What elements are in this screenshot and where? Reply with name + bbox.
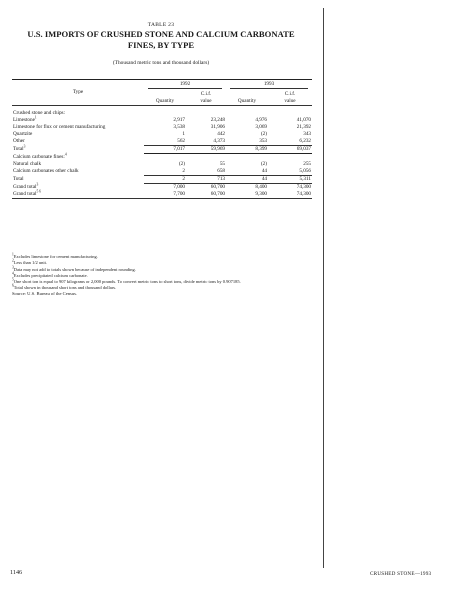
table-title-block: [8, 22, 314, 66]
header-value-1993: C.i.f. value: [284, 91, 296, 104]
source-note: Source: U.S. Bureau of the Census.: [12, 291, 78, 296]
header-quantity-1992: Quantity: [155, 98, 175, 104]
table-row-grand-total: Grand total$^3$ 7,000 60,700 8,400 74,300: [13, 182, 311, 190]
footnote: $^5$One short ton is equal to 907 kilograms or 2,000 pounds. To convert metric tons to short tons, divide metric tons by 0.907185.: [12, 277, 241, 285]
header-type: Type: [12, 80, 144, 106]
column-divider-line: [323, 8, 324, 568]
footnotes: [12, 254, 312, 292]
footnote: $^2$Less than 1/2 unit.: [12, 258, 48, 266]
footnote: $^1$Excludes limestone for cement manufacturing.: [12, 252, 98, 259]
section-calcium-carbonate: Calcium carbonate fines:$^4$: [13, 152, 67, 160]
table-title-line-1: U.S. IMPORTS OF CRUSHED STONE AND CALCIUM CARBONATE: [27, 29, 295, 39]
page-number: 1146: [10, 569, 23, 576]
table-row: Calcium carbonates other chalk 2 658 44 5,056: [13, 168, 311, 175]
table-row-total: Total 2 713 44 5,311: [13, 176, 311, 182]
footnote: $^3$Data may not add to totals shown because of independent rounding.: [12, 265, 136, 272]
table-row-grand-total-short-tons: Grand total$^{5 6}$ 7,700 60,700 9,300 74,300: [13, 189, 311, 197]
table-row: Limestone for flux or cement manufacturing 3,538 31,906 3,069 21,392: [13, 124, 311, 130]
table-title-line-2: FINES, BY TYPE: [127, 40, 195, 50]
running-footer: CRUSHED STONE—1993: [370, 571, 432, 577]
table-row: Limestone$^1$ 2,917 23,248 4,976 41,070: [13, 115, 311, 123]
table-number: TABLE 23: [147, 22, 175, 28]
header-year-1992: 1992: [144, 80, 226, 90]
imports-table: [12, 79, 312, 199]
footnote: $^4$Excludes precipitated calcium carbonate.: [12, 271, 88, 278]
table-row: Other 562 4,373 353 6,232: [13, 138, 311, 145]
table-row: Natural chalk (2) 55 (2) 255: [13, 161, 311, 167]
header-year-1993: 1993: [226, 80, 312, 90]
table-row: Quartzite 1 442 (2) 343: [13, 131, 311, 137]
section-crushed-stone: Crushed stone and chips:: [13, 110, 66, 116]
header-value-1992: C.i.f. value: [200, 91, 212, 104]
table-units: (Thousand metric tons and thousand dollars): [112, 60, 210, 66]
footnote: $^6$Total shown in thousand short tons and thousand dollars.: [12, 283, 117, 291]
header-quantity-1993: Quantity: [237, 98, 257, 104]
table-row-total: Total$^3$ 7,017 59,969 8,399 69,037: [13, 144, 311, 152]
